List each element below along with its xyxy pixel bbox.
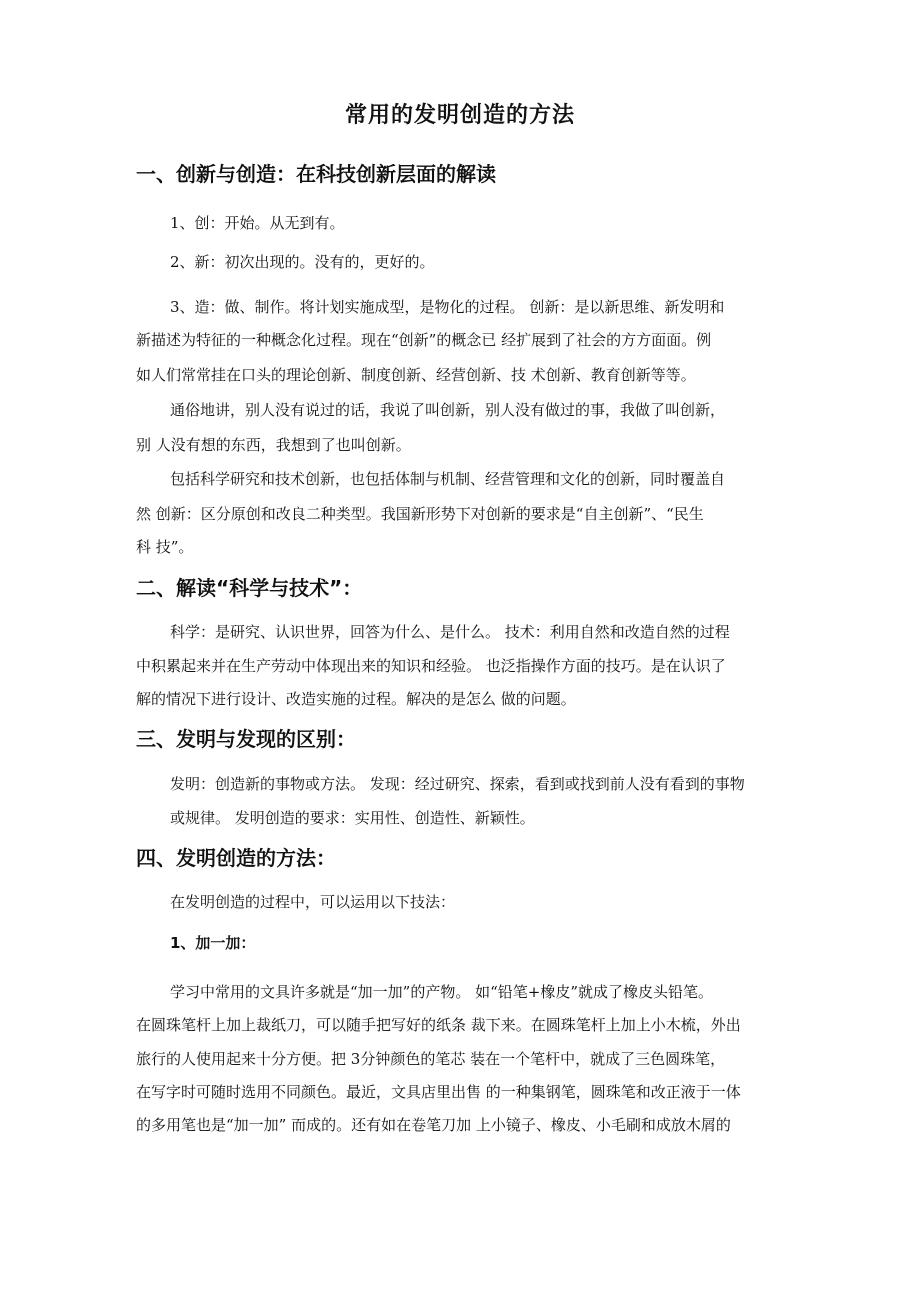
paragraph-line: 解的情况下进行设计、改造实施的过程。解决的是怎么 做的问题。 xyxy=(136,690,576,708)
paragraph-line: 科学：是研究、认识世界，回答为什么、是什么。 技术：利用自然和改造自然的过程 xyxy=(170,623,730,641)
subsection-heading: 1、加一加： xyxy=(170,934,256,952)
paragraph-line: 中积累起来并在生产劳动中体现出来的知识和经验。 也泛指操作方面的技巧。是在认识了 xyxy=(136,657,726,675)
paragraph-line: 或规律。 发明创造的要求：实用性、创造性、新颖性。 xyxy=(170,809,535,827)
section-heading-3: 三、发明与发现的区别： xyxy=(136,727,356,751)
list-item: 2、新：初次出现的。没有的，更好的。 xyxy=(170,253,435,271)
paragraph-line: 别 人没有想的东西，我想到了也叫创新。 xyxy=(136,436,411,454)
paragraph-line: 发明：创造新的事物或方法。 发现：经过研究、探索，看到或找到前人没有看到的事物 xyxy=(170,775,745,793)
paragraph-line: 在发明创造的过程中，可以运用以下技法： xyxy=(170,893,456,911)
paragraph-line: 的多用笔也是“加一加” 而成的。还有如在卷笔刀加 上小镜子、橡皮、小毛刷和成放木屑的 xyxy=(136,1116,731,1134)
paragraph-line: 科 技”。 xyxy=(136,538,194,556)
paragraph-line: 学习中常用的文具许多就是“加一加”的产物。 如“铅笔+橡皮”就成了橡皮头铅笔。 xyxy=(170,983,714,1001)
section-heading-1: 一、创新与创造：在科技创新层面的解读 xyxy=(136,162,496,186)
paragraph-line: 在写字时可随时选用不同颜色。最近，文具店里出售 的一种集钢笔，圆珠笔和改正液于一体 xyxy=(136,1083,741,1101)
paragraph-line: 旅行的人使用起来十分方便。把 3分钟颜色的笔芯 装在一个笔杆中，就成了三色圆珠笔， xyxy=(136,1050,726,1068)
paragraph-line: 3、造：做、制作。将计划实施成型，是物化的过程。 创新：是以新思维、新发明和 xyxy=(170,298,725,316)
paragraph-line: 然 创新：区分原创和改良二种类型。我国新形势下对创新的要求是“自主创新”、“民生 xyxy=(136,505,704,523)
paragraph-line: 通俗地讲，别人没有说过的话，我说了叫创新，别人没有做过的事，我做了叫创新， xyxy=(170,401,726,419)
page-title: 常用的发明创造的方法 xyxy=(344,103,575,128)
section-heading-2: 二、解读“科学与技术”： xyxy=(136,576,363,600)
paragraph-line: 新描述为特征的一种概念化过程。现在“创新”的概念已 经扩展到了社会的方方面面。例 xyxy=(136,331,712,349)
paragraph-line: 在圆珠笔杆上加上裁纸刀，可以随手把写好的纸条 裁下来。在圆珠笔杆上加上小木梳，外出 xyxy=(136,1016,741,1034)
paragraph-line: 包括科学研究和技术创新，也包括体制与机制、经营管理和文化的创新，同时覆盖自 xyxy=(170,470,726,488)
section-heading-4: 四、发明创造的方法： xyxy=(136,846,336,870)
list-item: 1、创：开始。从无到有。 xyxy=(170,214,345,232)
paragraph-line: 如人们常常挂在口头的理论创新、制度创新、经营创新、技 术创新、教育创新等等。 xyxy=(136,366,696,384)
